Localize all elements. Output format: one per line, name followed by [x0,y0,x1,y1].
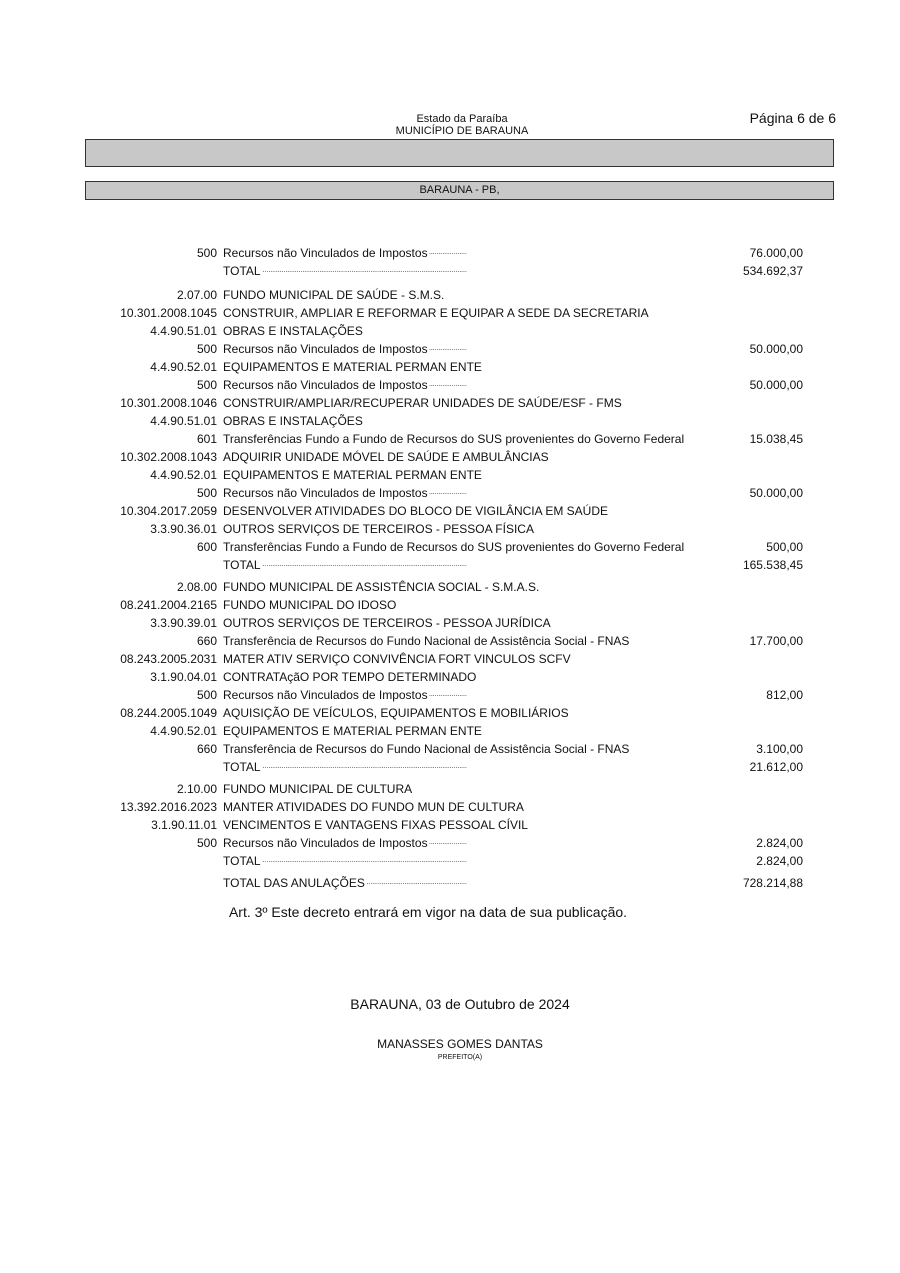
table-row [0,286,900,304]
table-row [0,578,900,596]
row-code: 660 [196,742,217,756]
row-description [223,740,707,758]
state-name: Estado da Paraíba [416,113,508,125]
row-code: 4.4.90.52.01 [150,468,217,482]
row-description: OUTROS SERVIÇOS DE TERCEIROS - PESSOA FÍSICA [223,522,534,536]
table-row [0,834,900,852]
row-description-text: Transferência de Recursos do Fundo Nacional de Assistência Social - FNAS [223,742,630,756]
signer-name: MANASSES GOMES DANTAS [377,1037,543,1051]
row-description: CONTRATAçãO POR TEMPO DETERMINADO [223,670,477,684]
row-description [223,686,707,704]
row-amount: 728.214,88 [742,876,803,890]
table-row [0,798,900,816]
row-code: 10.301.2008.1046 [120,396,217,410]
row-description-text: Transferências Fundo a Fundo de Recursos do SUS provenientes do Governo Federal [223,540,685,554]
row-description-text: Recursos não Vinculados de Impostos [223,342,428,356]
row-description-text: Transferências Fundo a Fundo de Recursos do SUS provenientes do Governo Federal [223,432,685,446]
row-code: 4.4.90.52.01 [150,724,217,738]
row-amount: 15.038,45 [749,432,803,446]
row-code: 08.244.2005.1049 [120,706,217,720]
table-row [0,758,900,776]
row-code: 08.241.2004.2165 [120,598,217,612]
table-row [0,686,900,704]
row-description: ADQUIRIR UNIDADE MÓVEL DE SAÚDE E AMBULÂNCIAS [223,450,549,464]
table-row [0,430,900,448]
row-description-text: Recursos não Vinculados de Impostos [223,836,428,850]
row-code: 500 [196,246,217,260]
row-code: 2.08.00 [176,580,217,594]
location-bar: BARAUNA - PB, [85,181,834,200]
row-description-text: TOTAL DAS ANULAÇÕES [223,876,365,890]
row-code: 601 [196,432,217,446]
article-text: Art. 3º Este decreto entrará em vigor na data de sua publicação. [228,904,628,920]
table-row [0,340,900,358]
row-description: MANTER ATIVIDADES DO FUNDO MUN DE CULTURA [223,800,524,814]
row-description: FUNDO MUNICIPAL DO IDOSO [223,598,397,612]
row-description [223,430,707,448]
table-row [0,740,900,758]
row-description [223,632,707,650]
row-description [223,340,707,358]
table-row [0,394,900,412]
row-description: EQUIPAMENTOS E MATERIAL PERMAN ENTE [223,360,482,374]
table-row [0,448,900,466]
row-amount: 50.000,00 [749,378,803,392]
row-amount: 2.824,00 [756,854,803,868]
table-row [0,244,900,262]
table-row [0,852,900,870]
table-row [0,704,900,722]
table-row [0,466,900,484]
row-code: 500 [196,836,217,850]
row-description: OBRAS E INSTALAÇÕES [223,414,363,428]
row-code: 10.301.2008.1045 [120,306,217,320]
row-amount: 2.824,00 [756,836,803,850]
row-description [223,262,707,280]
row-description-text: Recursos não Vinculados de Impostos [223,688,428,702]
title-bar [85,139,834,167]
table-row [0,520,900,538]
row-amount: 50.000,00 [749,486,803,500]
row-description: VENCIMENTOS E VANTAGENS FIXAS PESSOAL CÍVIL [223,818,528,832]
row-description: CONSTRUIR, AMPLIAR E REFORMAR E EQUIPAR A SEDE DA SECRETARIA [223,306,649,320]
row-amount: 534.692,37 [742,264,803,278]
row-description: OBRAS E INSTALAÇÕES [223,324,363,338]
row-description: OUTROS SERVIÇOS DE TERCEIROS - PESSOA JURÍDICA [223,616,551,630]
row-description: FUNDO MUNICIPAL DE ASSISTÊNCIA SOCIAL - S.M.A.S. [223,580,540,594]
row-description: FUNDO MUNICIPAL DE SAÚDE - S.M.S. [223,288,445,302]
row-code: 500 [196,378,217,392]
place-date: BARAUNA, 03 de Outubro de 2024 [350,996,570,1012]
table-row [0,874,900,892]
row-code: 500 [196,342,217,356]
row-description-text: Recursos não Vinculados de Impostos [223,486,428,500]
row-code: 08.243.2005.2031 [120,652,217,666]
row-description: FUNDO MUNICIPAL DE CULTURA [223,782,413,796]
row-amount: 17.700,00 [749,634,803,648]
row-code: 2.07.00 [176,288,217,302]
table-row [0,668,900,686]
row-description-text: TOTAL [223,854,261,868]
table-row [0,322,900,340]
table-row [0,412,900,430]
table-row [0,376,900,394]
row-code: 3.3.90.36.01 [150,522,217,536]
row-description: DESENVOLVER ATIVIDADES DO BLOCO DE VIGILÂNCIA EM SAÚDE [223,504,608,518]
row-code: 3.1.90.04.01 [150,670,217,684]
row-code: 500 [196,688,217,702]
row-description: EQUIPAMENTOS E MATERIAL PERMAN ENTE [223,468,482,482]
table-row [0,780,900,798]
signer-role: PREFEITO(A) [437,1054,483,1061]
row-code: 10.304.2017.2059 [120,504,217,518]
row-description [223,538,707,556]
table-row [0,722,900,740]
row-description: AQUISIÇÃO DE VEÍCULOS, EQUIPAMENTOS E MOBILIÁRIOS [223,706,569,720]
row-description-text: Recursos não Vinculados de Impostos [223,378,428,392]
table-row [0,304,900,322]
row-description [223,852,707,870]
row-description-text: Recursos não Vinculados de Impostos [223,246,428,260]
municipality-name: MUNICÍPIO DE BARAUNA [395,125,529,137]
table-row [0,262,900,280]
row-description-text: TOTAL [223,558,261,572]
row-description-text: TOTAL [223,264,261,278]
row-description [223,874,707,892]
row-code: 660 [196,634,217,648]
table-row [0,358,900,376]
row-amount: 3.100,00 [756,742,803,756]
table-row [0,596,900,614]
row-description [223,556,707,574]
row-description [223,376,707,394]
row-code: 600 [196,540,217,554]
table-row [0,484,900,502]
table-row [0,502,900,520]
row-description [223,834,707,852]
row-amount: 812,00 [766,688,803,702]
row-amount: 76.000,00 [749,246,803,260]
row-code: 500 [196,486,217,500]
table-row [0,816,900,834]
row-code: 4.4.90.52.01 [150,360,217,374]
row-description: CONSTRUIR/AMPLIAR/RECUPERAR UNIDADES DE SAÚDE/ESF - FMS [223,396,622,410]
row-code: 3.1.90.11.01 [151,818,217,832]
row-description: MATER ATIV SERVIÇO CONVIVÊNCIA FORT VINCULOS SCFV [223,652,571,666]
row-code: 3.3.90.39.01 [150,616,217,630]
table-row [0,614,900,632]
row-amount: 21.612,00 [749,760,803,774]
row-code: 4.4.90.51.01 [150,414,217,428]
table-row [0,538,900,556]
row-amount: 165.538,45 [742,558,803,572]
row-code: 2.10.00 [176,782,217,796]
row-description-text: Transferência de Recursos do Fundo Nacional de Assistência Social - FNAS [223,634,630,648]
row-amount: 50.000,00 [749,342,803,356]
table-row [0,556,900,574]
row-code: 4.4.90.51.01 [150,324,217,338]
table-row [0,650,900,668]
page-number: Página 6 de 6 [749,110,836,126]
row-description: EQUIPAMENTOS E MATERIAL PERMAN ENTE [223,724,482,738]
row-description-text: TOTAL [223,760,261,774]
row-description [223,758,707,776]
row-code: 10.302.2008.1043 [120,450,217,464]
row-description [223,484,707,502]
row-amount: 500,00 [766,540,803,554]
row-code: 13.392.2016.2023 [120,800,217,814]
row-description [223,244,707,262]
table-row [0,632,900,650]
